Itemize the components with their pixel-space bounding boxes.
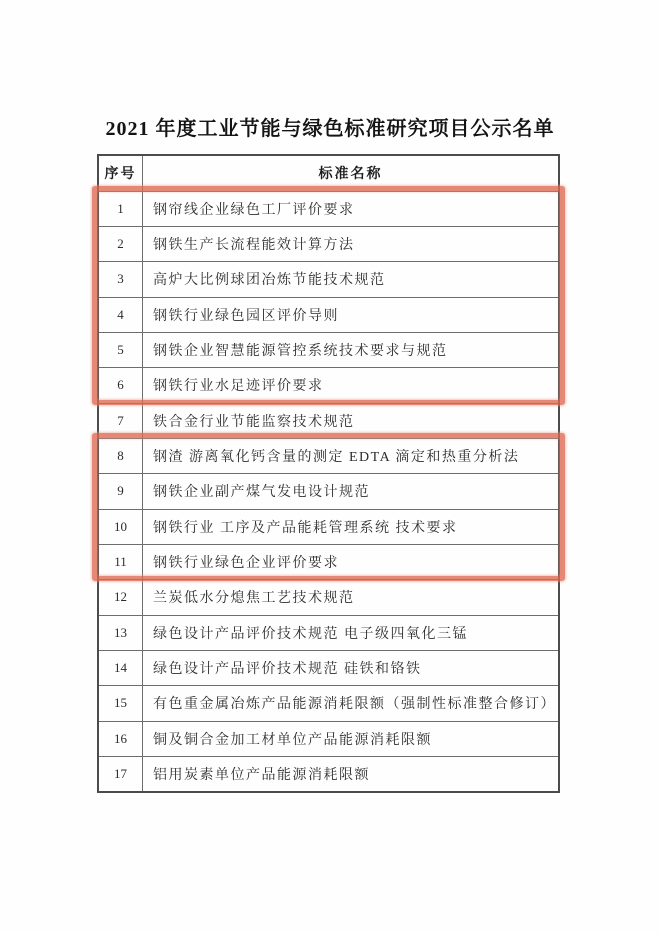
row-name-cell: 钢帘线企业绿色工厂评价要求 xyxy=(143,191,560,226)
table-row xyxy=(98,509,559,544)
table-row xyxy=(98,474,559,509)
table-row xyxy=(98,650,559,685)
row-index-cell: 12 xyxy=(98,580,143,615)
row-index-cell: 13 xyxy=(98,615,143,650)
table-row xyxy=(98,544,559,579)
table-row xyxy=(98,226,559,261)
row-name-cell: 钢铁行业绿色园区评价导则 xyxy=(143,297,560,332)
header-cell-index: 序号 xyxy=(98,155,143,191)
table-row xyxy=(98,403,559,438)
table-row xyxy=(98,368,559,403)
row-name-cell: 钢铁行业水足迹评价要求 xyxy=(143,368,560,403)
row-index-cell: 5 xyxy=(98,332,143,367)
header-cell-name: 标准名称 xyxy=(143,155,560,191)
table-row xyxy=(98,438,559,473)
standards-table xyxy=(97,154,560,793)
row-name-cell: 有色重金属冶炼产品能源消耗限额（强制性标准整合修订） xyxy=(143,686,560,721)
row-name-cell: 铝用炭素单位产品能源消耗限额 xyxy=(143,757,560,792)
row-index-cell: 14 xyxy=(98,650,143,685)
row-index-cell: 11 xyxy=(98,544,143,579)
table-body xyxy=(98,191,559,792)
row-index-cell: 3 xyxy=(98,262,143,297)
table-row xyxy=(98,297,559,332)
row-index-cell: 7 xyxy=(98,403,143,438)
row-index-cell: 2 xyxy=(98,226,143,261)
page-title: 2021 年度工业节能与绿色标准研究项目公示名单 xyxy=(105,118,555,140)
table-row xyxy=(98,262,559,297)
table-header-row xyxy=(98,155,559,191)
row-name-cell: 钢铁企业副产煤气发电设计规范 xyxy=(143,474,560,509)
row-index-cell: 4 xyxy=(98,297,143,332)
table-row xyxy=(98,757,559,792)
table-row xyxy=(98,191,559,226)
table-row xyxy=(98,615,559,650)
table-row xyxy=(98,332,559,367)
row-index-cell: 8 xyxy=(98,438,143,473)
row-name-cell: 钢渣 游离氧化钙含量的测定 EDTA 滴定和热重分析法 xyxy=(143,438,560,473)
row-name-cell: 兰炭低水分熄焦工艺技术规范 xyxy=(143,580,560,615)
row-index-cell: 16 xyxy=(98,721,143,756)
table-row xyxy=(98,580,559,615)
table-row xyxy=(98,686,559,721)
row-name-cell: 钢铁行业 工序及产品能耗管理系统 技术要求 xyxy=(143,509,560,544)
table-row xyxy=(98,721,559,756)
row-index-cell: 15 xyxy=(98,686,143,721)
row-index-cell: 17 xyxy=(98,757,143,792)
row-index-cell: 6 xyxy=(98,368,143,403)
row-name-cell: 高炉大比例球团冶炼节能技术规范 xyxy=(143,262,560,297)
row-index-cell: 1 xyxy=(98,191,143,226)
row-name-cell: 钢铁行业绿色企业评价要求 xyxy=(143,544,560,579)
row-index-cell: 10 xyxy=(98,509,143,544)
row-name-cell: 钢铁生产长流程能效计算方法 xyxy=(143,226,560,261)
row-name-cell: 绿色设计产品评价技术规范 硅铁和铬铁 xyxy=(143,650,560,685)
row-name-cell: 铁合金行业节能监察技术规范 xyxy=(143,403,560,438)
row-index-cell: 9 xyxy=(98,474,143,509)
row-name-cell: 绿色设计产品评价技术规范 电子级四氧化三锰 xyxy=(143,615,560,650)
row-name-cell: 钢铁企业智慧能源管控系统技术要求与规范 xyxy=(143,332,560,367)
row-name-cell: 铜及铜合金加工材单位产品能源消耗限额 xyxy=(143,721,560,756)
